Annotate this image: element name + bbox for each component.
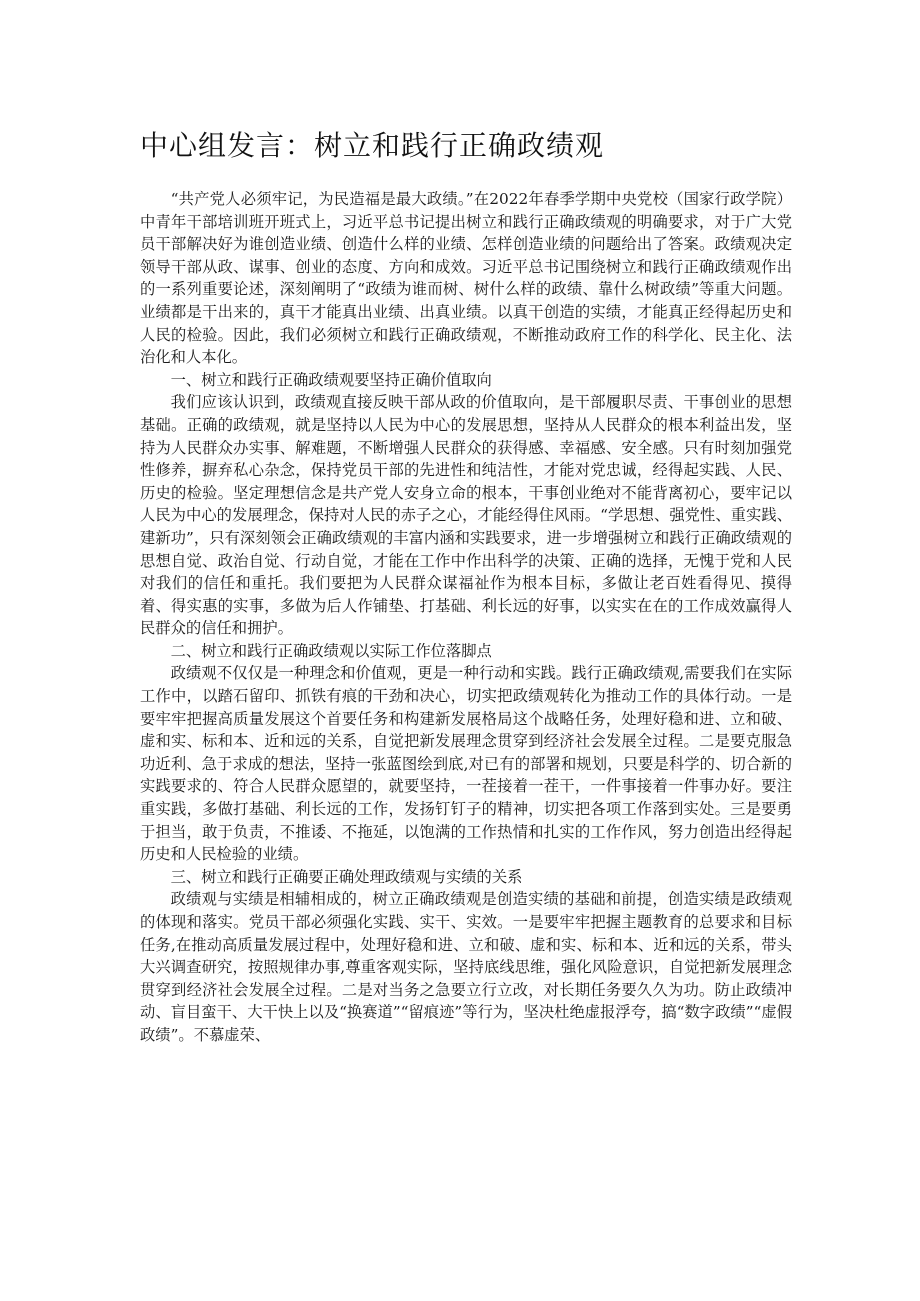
document-title: 中心组发言：树立和践行正确政绩观 (140, 129, 605, 162)
section-2-heading: 二、树立和践行正确政绩观以实际工作位落脚点 (170, 641, 492, 660)
section-1-heading: 一、树立和践行正确政绩观要坚持正确价值取向 (170, 370, 492, 389)
document-page (140, 124, 792, 1047)
section-1-body: 我们应该认识到，政绩观直接反映干部从政的价值取向，是干部履职尽责、干事创业的思想基础。正确的政绩观，就是坚持以人民为中心的发展思想，坚持从人民群众的根本利益出发，坚持为人民群众办实事、解难题，不断增强人民群众的获得感、幸福感、安全感。只有时刻加强党性修养，摒弃私心杂念，保持党员干部的先进性和纯洁性，才能对党忠诚，经得起实践、人民、历史的检验。坚定理想信念是共产党人安身立命的根本，干事创业绝对不能背离初心，要牢记以人民为中心的发展理念，保持对人民的赤子之心，才能经得住风雨。“学思想、强党性、重实践、建新功”，只有深刻领会正确政绩观的丰富内涵和实践要求，进一步增强树立和践行正确政绩观的思想自觉、政治自觉、行动自觉，才能在工作中作出科学的决策、正确的选择，无愧于党和人民对我们的信任和重托。我们要把为人民群众谋福祉作为根本目标，多做让老百姓看得见、摸得着、得实惠的实事，多做为后人作铺垫、打基础、利长远的好事，以实实在在的工作成效赢得人民群众的信任和拥护。 (140, 393, 792, 638)
section-3-body: 政绩观与实绩是相辅相成的，树立正确政绩观是创造实绩的基础和前提，创造实绩是政绩观的体现和落实。党员干部必须强化实践、实干、实效。一是要牢牢把握主题教育的总要求和目标任务,在推动高质量发展过程中，处理好稳和进、立和破、虚和实、标和本、近和远的关系，带头大兴调查研究，按照规律办事,尊重客观实际，坚持底线思维，强化风险意识，自觉把新发展理念贯穿到经济社会发展全过程。二是对当务之急要立行立改，对长期任务要久久为功。防止政绩冲动、盲目蛮干、大干快上以及“换赛道”“留痕迹”等行为，坚决杜绝虚报浮夸，搞“数字政绩”“虚假政绩”。不慕虚荣、 (140, 890, 792, 1044)
section-3-heading: 三、树立和践行正确要正确处理政绩观与实绩的关系 (170, 867, 523, 886)
intro-paragraph: “共产党人必须牢记，为民造福是最大政绩。”在2022年春季学期中央党校（国家行政学院）中青年干部培训班开班式上，习近平总书记提出树立和践行正确政绩观的明确要求，对于广大党员干部解决好为谁创造业绩、创造什么样的业绩、怎样创造业绩的问题给出了答案。政绩观决定领导干部从政、谋事、创业的态度、方向和成效。习近平总书记围绕树立和践行正确政绩观作出的一系列重要论述，深刻阐明了“政绩为谁而树、树什么样的政绩、靠什么树政绩”等重大问题。业绩都是干出来的，真干才能真出业绩、出真业绩。以真干创造的实绩，才能真正经得起历史和人民的检验。因此，我们必须树立和践行正确政绩观，不断推动政府工作的科学化、民主化、法治化和人本化。 (140, 190, 792, 367)
section-2-body: 政绩观不仅仅是一种理念和价值观，更是一种行动和实践。践行正确政绩观,需要我们在实际工作中，以踏石留印、抓铁有痕的干劲和决心，切实把政绩观转化为推动工作的具体行动。一是要牢牢把握高质量发展这个首要任务和构建新发展格局这个战略任务，处理好稳和进、立和破、虚和实、标和本、近和远的关系，自觉把新发展理念贯穿到经济社会发展全过程。二是要克服急功近利、急于求成的想法，坚持一张蓝图绘到底,对已有的部署和规划，只要是科学的、切合新的实践要求的、符合人民群众愿望的，就要坚持，一茬接着一茬干，一件事接着一件事办好。要注重实践，多做打基础、利长远的工作，发扬钉钉子的精神，切实把各项工作落到实处。三是要勇于担当，敢于负责，不推诿、不拖延，以饱满的工作热情和扎实的工作作风，努力创造出经得起历史和人民检验的业绩。 (140, 664, 792, 864)
